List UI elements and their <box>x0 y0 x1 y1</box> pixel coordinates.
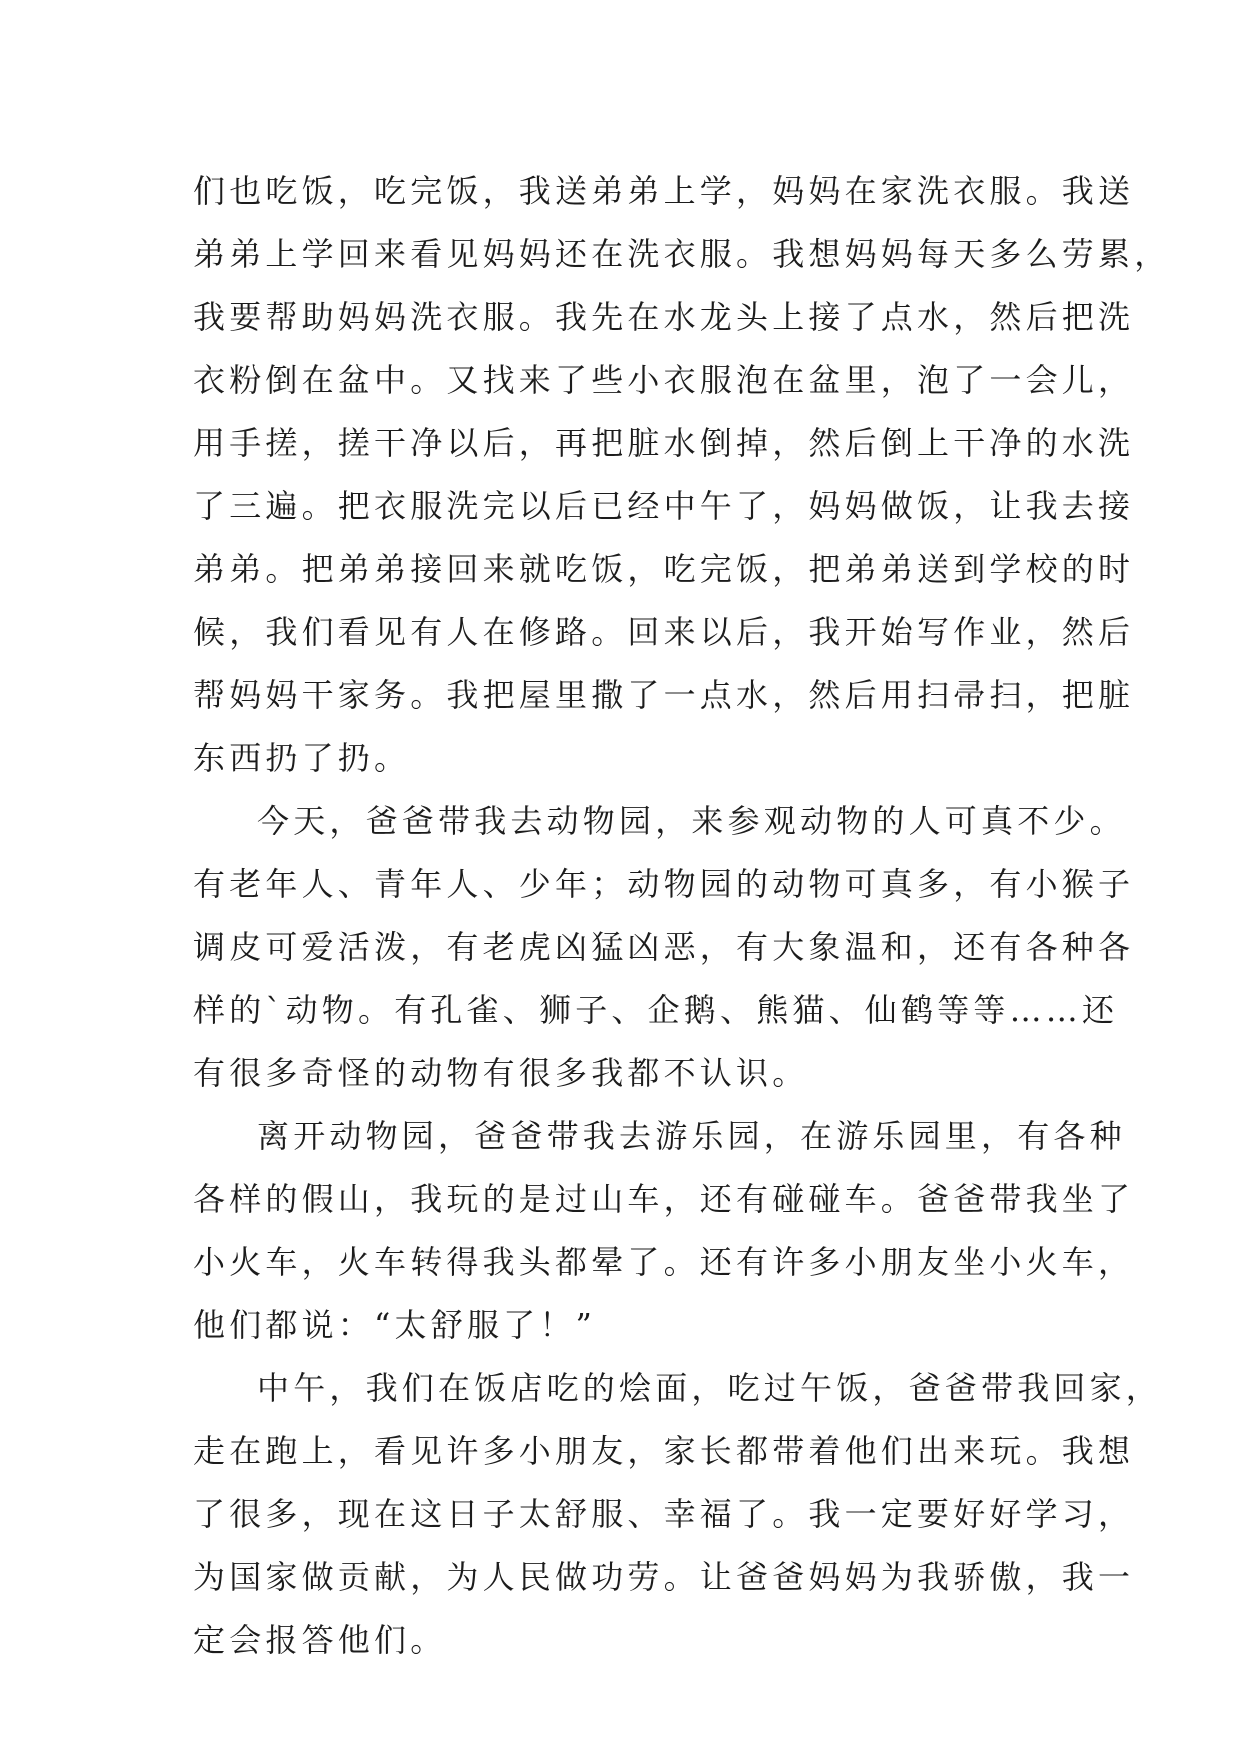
text-line: 用手搓，搓干净以后，再把脏水倒掉，然后倒上干净的水洗 <box>193 424 1135 462</box>
text-line: 定会报答他们。 <box>193 1621 447 1659</box>
text-line: 样的`动物。有孔雀、狮子、企鹅、熊猫、仙鹤等等……还 <box>193 991 1119 1029</box>
text-line: 候，我们看见有人在修路。回来以后，我开始写作业，然后 <box>193 613 1135 651</box>
text-line: 调皮可爱活泼，有老虎凶猛凶恶，有大象温和，还有各种各 <box>193 928 1135 966</box>
text-line: 他们都说：“太舒服了！” <box>193 1306 597 1344</box>
text-line: 了很多，现在这日子太舒服、幸福了。我一定要好好学习， <box>193 1495 1135 1533</box>
paragraph-first-line: 中午，我们在饭店吃的烩面，吃过午饭，爸爸带我回家， <box>257 1369 1163 1407</box>
essay-text <box>193 160 1171 1672</box>
text-line: 各样的假山，我玩的是过山车，还有碰碰车。爸爸带我坐了 <box>193 1180 1135 1218</box>
text-line: 小火车，火车转得我头都晕了。还有许多小朋友坐小火车， <box>193 1243 1135 1281</box>
text-line: 有很多奇怪的动物有很多我都不认识。 <box>193 1054 809 1092</box>
text-line: 弟弟上学回来看见妈妈还在洗衣服。我想妈妈每天多么劳累， <box>193 235 1171 273</box>
text-line: 们也吃饭，吃完饭，我送弟弟上学，妈妈在家洗衣服。我送 <box>193 172 1135 210</box>
paragraph-first-line: 离开动物园，爸爸带我去游乐园，在游乐园里，有各种 <box>257 1117 1126 1155</box>
text-line: 帮妈妈干家务。我把屋里撒了一点水，然后用扫帚扫，把脏 <box>193 676 1135 714</box>
text-line: 弟弟。把弟弟接回来就吃饭，吃完饭，把弟弟送到学校的时 <box>193 550 1135 588</box>
text-line: 了三遍。把衣服洗完以后已经中午了，妈妈做饭，让我去接 <box>193 487 1135 525</box>
text-line: 为国家做贡献，为人民做功劳。让爸爸妈妈为我骄傲，我一 <box>193 1558 1135 1596</box>
paragraph-first-line: 今天，爸爸带我去动物园，来参观动物的人可真不少。 <box>257 802 1126 840</box>
text-line: 走在跑上，看见许多小朋友，家长都带着他们出来玩。我想 <box>193 1432 1135 1470</box>
text-line: 东西扔了扔。 <box>193 739 411 777</box>
text-line: 我要帮助妈妈洗衣服。我先在水龙头上接了点水，然后把洗 <box>193 298 1135 336</box>
text-line: 衣粉倒在盆中。又找来了些小衣服泡在盆里，泡了一会儿， <box>193 361 1135 399</box>
text-line: 有老年人、青年人、少年；动物园的动物可真多，有小猴子 <box>193 865 1135 903</box>
